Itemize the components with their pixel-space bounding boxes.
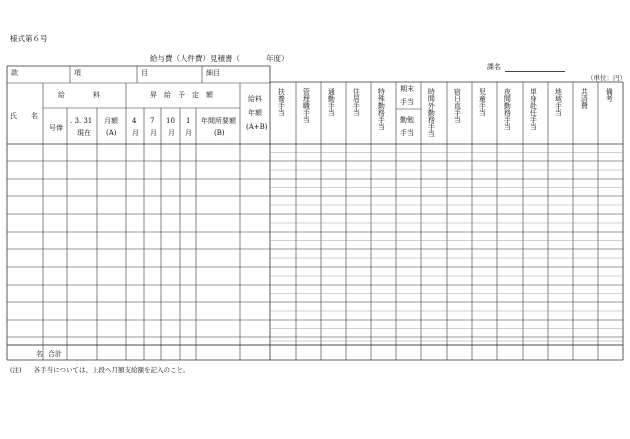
goho-header: 号俸 bbox=[49, 124, 63, 132]
allowance-jikangai: 時間外勤務手当 bbox=[427, 88, 436, 137]
saimoku-label: 細目 bbox=[206, 69, 220, 77]
total-name-label: 名 bbox=[36, 350, 43, 358]
allowance-yakan: 夜間勤務手当 bbox=[503, 88, 512, 130]
biko-header: 備考 bbox=[605, 88, 614, 102]
salary-annual-1: 給料 bbox=[248, 95, 262, 103]
annual-b: (B) bbox=[214, 129, 225, 137]
month-10-suffix: 月 bbox=[168, 129, 175, 137]
kou-label: 項 bbox=[74, 69, 81, 77]
allowance-jukyo: 住居手当 bbox=[352, 88, 361, 116]
kimatsu-c: 勤勉 bbox=[400, 116, 414, 124]
section-label: 課名 bbox=[487, 63, 501, 71]
date-line2: 現在 bbox=[77, 129, 91, 137]
kan-label: 款 bbox=[11, 69, 18, 77]
annual-req-header: 年間所要額 bbox=[201, 117, 236, 125]
shokyu-header: 昇 給 予 定 額 bbox=[150, 91, 213, 99]
kimatsu-a: 期末 bbox=[400, 85, 414, 93]
allowance-shukuchoku: 宿日直手当 bbox=[453, 88, 462, 123]
allowance-kanrishoku: 管理職手当 bbox=[302, 88, 311, 123]
footnote bbox=[10, 365, 189, 374]
moku-label: 目 bbox=[141, 69, 148, 77]
footnote-text: 各手当については、上段へ月額支給額を記入のこと。 bbox=[33, 366, 190, 374]
month-7-suffix: 月 bbox=[150, 129, 157, 137]
month-4-suffix: 月 bbox=[132, 129, 139, 137]
kimatsu-b: 手当 bbox=[400, 98, 414, 106]
title-year: 年度） bbox=[266, 54, 289, 63]
kyosaihi-header: 共済費 bbox=[580, 88, 589, 109]
allowance-tanshin: 単身赴任手当 bbox=[529, 88, 538, 130]
monthly-header: 月額 bbox=[104, 117, 118, 125]
month-10: 10 bbox=[166, 117, 175, 125]
unit-note: （単位：円） bbox=[587, 74, 626, 82]
date-line1: . 3. 31 bbox=[70, 117, 93, 125]
month-1: 1 bbox=[186, 117, 191, 125]
allowance-chiiki: 地域手当 bbox=[554, 88, 563, 116]
monthly-a: (A) bbox=[106, 129, 117, 137]
footnote-label: (注) bbox=[10, 366, 22, 374]
form-number: 様式第６号 bbox=[10, 34, 48, 43]
kimatsu-d: 手当 bbox=[400, 129, 414, 137]
allowance-tokushu: 特殊勤務手当 bbox=[377, 88, 386, 130]
total-label: 合計 bbox=[48, 350, 62, 358]
title-text: 給与費（人件費）見積書（ bbox=[150, 54, 240, 63]
kyuryo-header: 給 料 bbox=[58, 91, 100, 99]
name-header: 氏 名 bbox=[10, 112, 38, 120]
month-7: 7 bbox=[150, 117, 155, 125]
salary-annual-3: (A+B) bbox=[246, 123, 268, 131]
allowance-fuyo: 扶養手当 bbox=[277, 88, 286, 116]
month-4: 4 bbox=[132, 117, 137, 125]
salary-annual-2: 年額 bbox=[248, 109, 262, 117]
allowance-tsukin: 通勤手当 bbox=[327, 88, 336, 116]
allowance-jido: 児童手当 bbox=[478, 88, 487, 116]
month-1-suffix: 月 bbox=[185, 129, 192, 137]
